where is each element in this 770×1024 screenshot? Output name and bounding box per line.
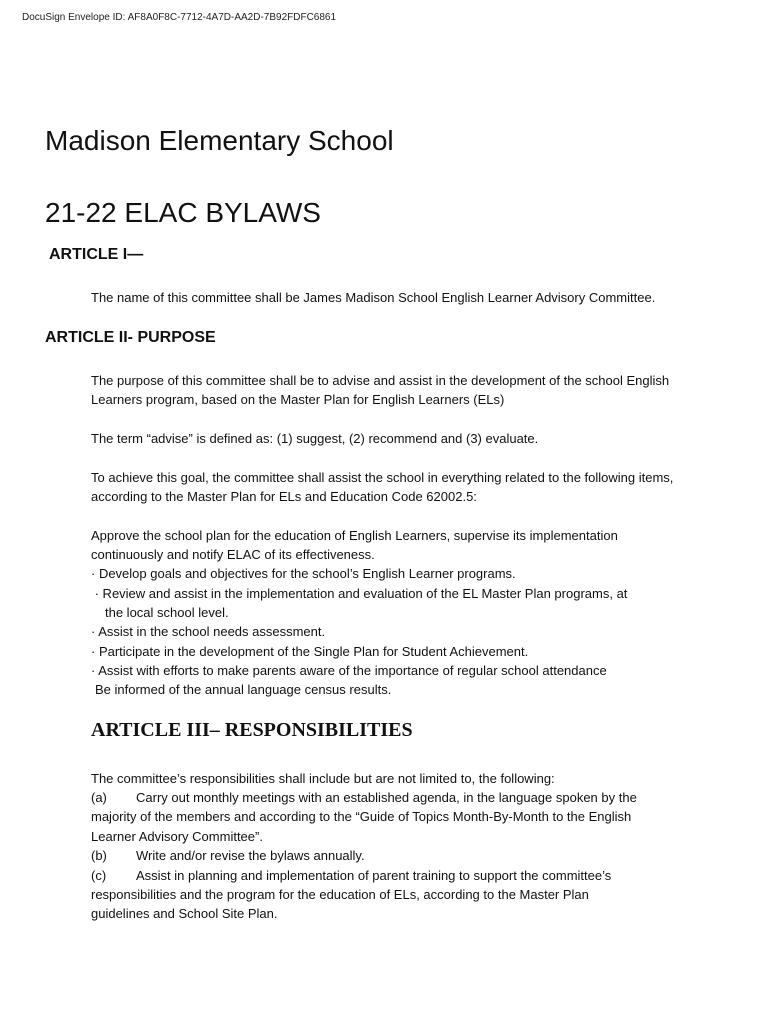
item-label: (c) — [91, 868, 107, 883]
article-3-heading: ARTICLE III– RESPONSIBILITIES — [91, 719, 413, 741]
list-item: · Assist with efforts to make parents aware of the importance of regular school attendance — [91, 663, 607, 678]
item-label: (a) — [91, 790, 107, 805]
responsibility-item-c-line: responsibilities and the program for the education of ELs, according to the Master Plan — [91, 887, 589, 902]
document-title: 21-22 ELAC BYLAWS — [45, 197, 321, 228]
list-item: · Develop goals and objectives for the school’s English Learner programs. — [91, 566, 516, 581]
article-3-intro: The committee’s responsibilities shall include but are not limited to, the following: — [91, 771, 555, 786]
item-text: Carry out monthly meetings with an established agenda, in the language spoken by the — [136, 790, 637, 805]
article-1-heading: ARTICLE I— — [49, 246, 144, 263]
envelope-id: DocuSign Envelope ID: AF8A0F8C-7712-4A7D-AA2D-7B92FDFC6861 — [22, 12, 337, 23]
item-label: (b) — [91, 848, 107, 863]
school-name: Madison Elementary School — [45, 125, 394, 156]
responsibility-item-a — [91, 790, 637, 805]
list-item: · Assist in the school needs assessment. — [91, 624, 326, 639]
responsibility-item-c — [91, 868, 611, 883]
responsibility-item-a-line: majority of the members and according to the “Guide of Topics Month-By-Month to the English — [91, 809, 632, 824]
list-item: Approve the school plan for the education of English Learners, supervise its implementation — [91, 528, 618, 543]
article-2-paragraph-1: The purpose of this committee shall be to advise and assist in the development of the school English Learners program, based on the Master Plan for English Learners (ELs) — [91, 373, 670, 408]
item-text: Write and/or revise the bylaws annually. — [136, 848, 365, 863]
article-2-paragraph-2: The term “advise” is defined as: (1) suggest, (2) recommend and (3) evaluate. — [91, 431, 539, 446]
list-item: Be informed of the annual language census results. — [95, 682, 392, 697]
list-item: the local school level. — [105, 605, 229, 620]
article-2-heading: ARTICLE II- PURPOSE — [45, 329, 216, 346]
article-2-paragraph-3: To achieve this goal, the committee shall assist the school in everything related to the following items, according to the Master Plan for ELs and Education Code 62002.5: — [91, 470, 674, 505]
item-text: Assist in planning and implementation of parent training to support the committee’s — [136, 868, 612, 883]
responsibility-item-c-line: guidelines and School Site Plan. — [91, 906, 278, 921]
list-item: · Participate in the development of the Single Plan for Student Achievement. — [91, 644, 529, 659]
list-item: · Review and assist in the implementation and evaluation of the EL Master Plan programs, at — [91, 586, 628, 601]
article-1-text: The name of this committee shall be James Madison School English Learner Advisory Committee. — [91, 290, 656, 305]
responsibility-item-b — [91, 848, 365, 863]
list-item: continuously and notify ELAC of its effectiveness. — [91, 547, 375, 562]
responsibility-item-a-line: Learner Advisory Committee”. — [91, 829, 263, 844]
